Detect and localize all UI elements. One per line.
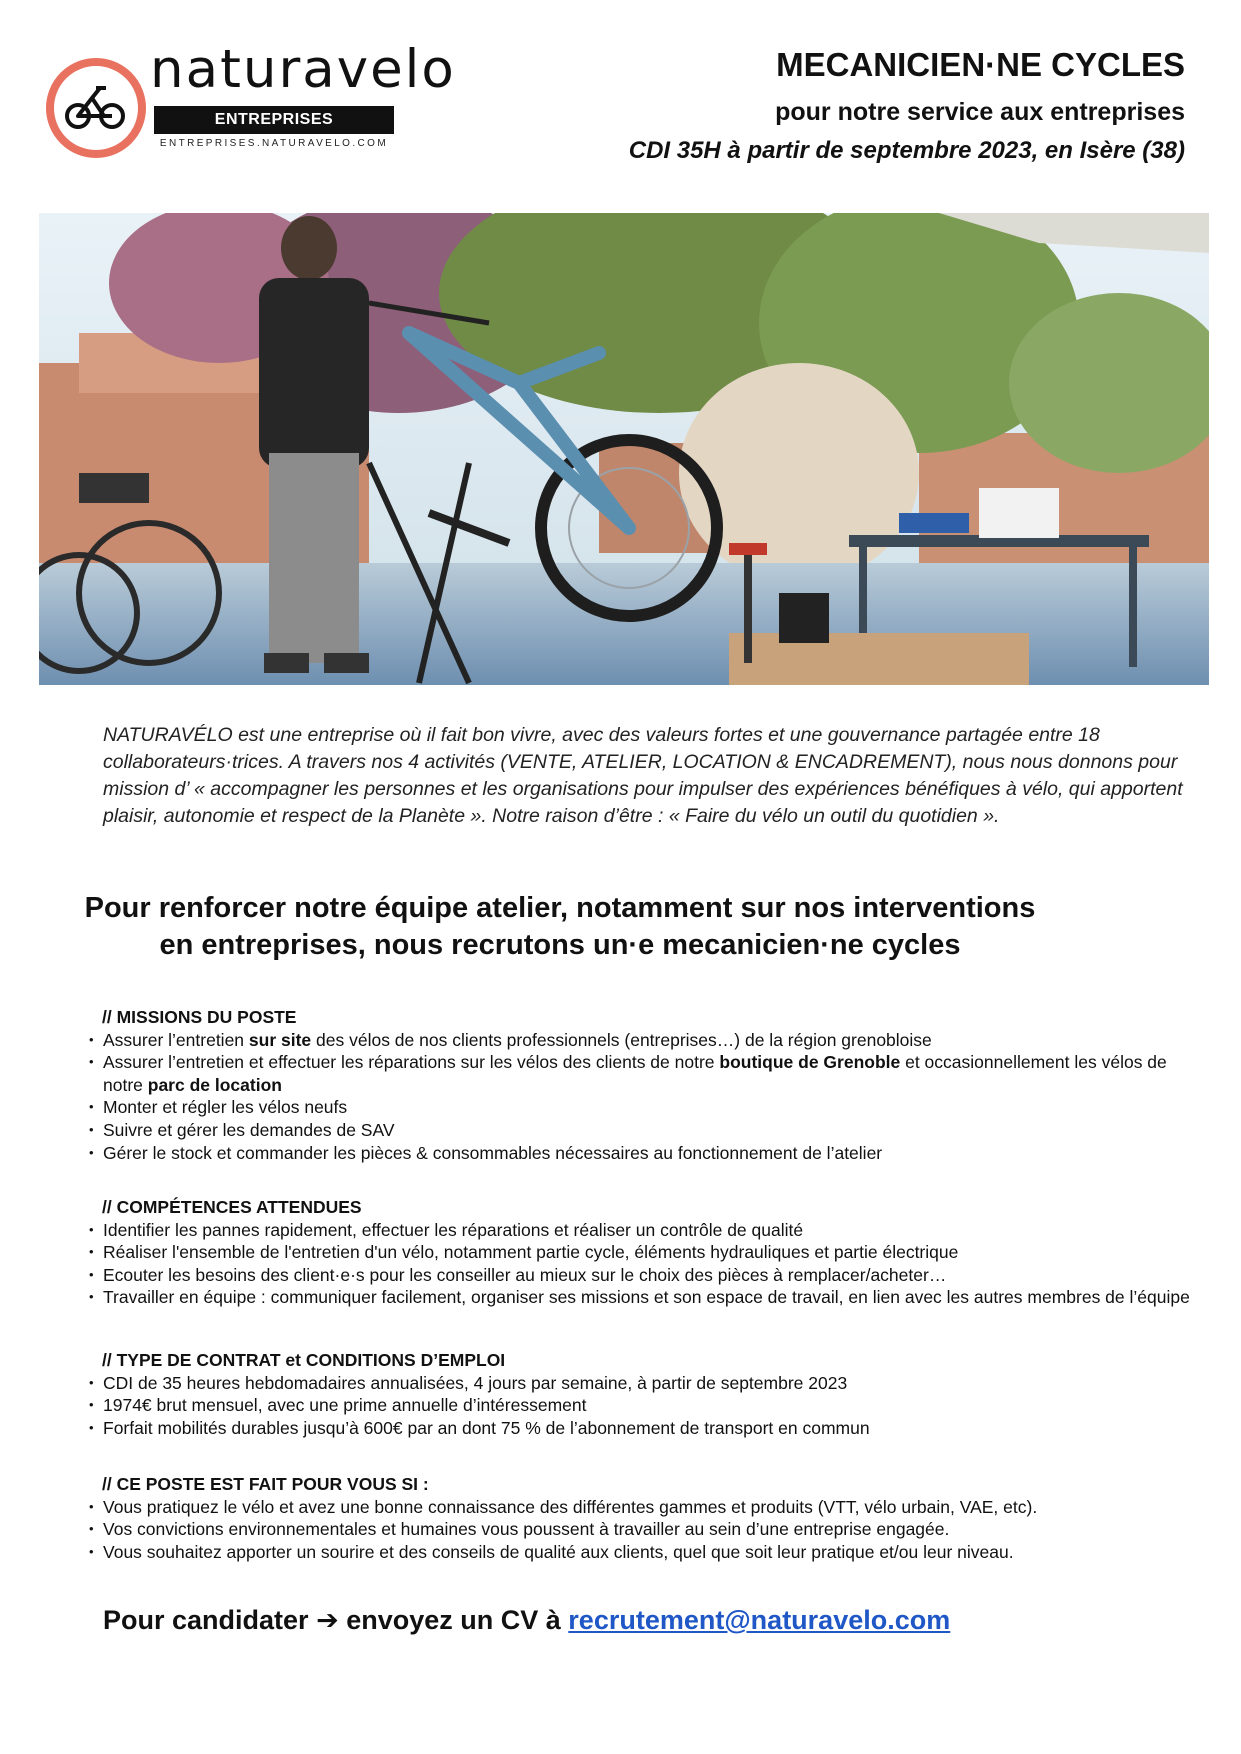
bicycle-icon bbox=[54, 66, 138, 150]
list-item: • Forfait mobilités durables jusqu’à 600€ par an dont 75 % de l’abonnement de transport en commun bbox=[88, 1417, 1198, 1440]
list-item: • Vous souhaitez apporter un sourire et des conseils de qualité aux clients, quel que soit leur pratique et/ou leur niveau. bbox=[88, 1541, 1198, 1564]
brand-url: ENTREPRISES.NATURAVELO.COM bbox=[159, 138, 389, 149]
contract-list bbox=[88, 1372, 1198, 1440]
list-item: • CDI de 35 heures hebdomadaires annualisées, 4 jours par semaine, à partir de septembre 2023 bbox=[88, 1372, 1198, 1395]
list-item: • 1974€ brut mensuel, avec une prime annuelle d’intéressement bbox=[88, 1394, 1198, 1417]
workshop-photo-illustration bbox=[39, 213, 1209, 685]
list-item: • Réaliser l'ensemble de l'entretien d'un vélo, notamment partie cycle, éléments hydrauliques et partie électrique bbox=[88, 1241, 1198, 1264]
section-title: // COMPÉTENCES ATTENDUES bbox=[102, 1197, 362, 1217]
brand-logo bbox=[46, 58, 146, 158]
profile-section bbox=[88, 1473, 1198, 1563]
job-meta: CDI 35H à partir de septembre 2023, en Isère (38) bbox=[628, 137, 1185, 164]
hero-photo bbox=[39, 213, 1209, 685]
job-subtitle: pour notre service aux entreprises bbox=[775, 98, 1185, 126]
section-title: // MISSIONS DU POSTE bbox=[102, 1007, 297, 1027]
apply-label: Pour candidater bbox=[103, 1605, 309, 1635]
section-title: // CE POSTE EST FAIT POUR VOUS SI : bbox=[102, 1474, 429, 1494]
apply-line bbox=[103, 1605, 950, 1636]
brand-name: naturavelo bbox=[150, 39, 456, 100]
skills-section bbox=[88, 1196, 1198, 1309]
list-item: • Suivre et gérer les demandes de SAV bbox=[88, 1119, 1198, 1142]
list-item: • Travailler en équipe : communiquer facilement, organiser ses missions et son espace de travail, en lien avec les autres membres de l’équipe bbox=[88, 1286, 1198, 1309]
list-item: • Assurer l’entretien et effectuer les réparations sur les vélos des clients de notre boutique de Grenoble et occasionnellement les vélos de notre parc de location bbox=[88, 1051, 1198, 1096]
profile-list bbox=[88, 1496, 1198, 1564]
brand-tagline: ENTREPRISES bbox=[154, 106, 394, 134]
skills-list bbox=[88, 1219, 1198, 1309]
heading-line-1: Pour renforcer notre équipe atelier, notamment sur nos interventions bbox=[84, 892, 1036, 924]
company-intro bbox=[103, 722, 1183, 830]
list-item: • Vous pratiquez le vélo et avez une bonne connaissance des différentes gammes et produits (VTT, vélo urbain, VAE, etc). bbox=[88, 1496, 1198, 1519]
list-item: • Monter et régler les vélos neufs bbox=[88, 1096, 1198, 1119]
intro-text: NATURAVÉLO est une entreprise où il fait bon vivre, avec des valeurs fortes et une gouvernance partagée entre 18 collaborateurs·trices. A travers nos 4 activités (VENTE, ATELIER, LOCATION & ENCADREMENT), nous nous donnons pour mission d’ « accompagner les personnes et les organisations pour impulser des expériences bénéfiques à vélo, qui apportent plaisir, autonomie et respect de la Planète ». Notre raison d’être : « Faire du vélo un outil du quotidien ». bbox=[103, 724, 1183, 827]
list-item: • Ecouter les besoins des client·e·s pour les conseiller au mieux sur le choix des pièces à remplacer/acheter… bbox=[88, 1264, 1198, 1287]
list-item: • Gérer le stock et commander les pièces & consommables nécessaires au fonctionnement de l’atelier bbox=[88, 1142, 1198, 1165]
list-item: • Identifier les pannes rapidement, effectuer les réparations et réaliser un contrôle de qualité bbox=[88, 1219, 1198, 1242]
section-title: // TYPE DE CONTRAT et CONDITIONS D’EMPLOI bbox=[102, 1350, 506, 1370]
contract-section bbox=[88, 1349, 1198, 1439]
missions-section bbox=[88, 1006, 1198, 1164]
job-title: MECANICIEN·NE CYCLES bbox=[776, 46, 1185, 83]
email-link[interactable]: recrutement@naturavelo.com bbox=[568, 1605, 951, 1635]
missions-list bbox=[88, 1029, 1198, 1165]
list-item: • Assurer l’entretien sur site des vélos de nos clients professionnels (entreprises…) de la région grenobloise bbox=[88, 1029, 1198, 1052]
recruitment-heading bbox=[60, 890, 1060, 964]
list-item: • Vos convictions environnementales et humaines vous poussent à travailler au sein d’une entreprise engagée. bbox=[88, 1518, 1198, 1541]
apply-instruction: envoyez un CV à bbox=[346, 1605, 561, 1635]
arrow-right-icon: ➔ bbox=[316, 1605, 339, 1635]
heading-line-2: en entreprises, nous recrutons un·e mecanicien·ne cycles bbox=[159, 929, 961, 961]
